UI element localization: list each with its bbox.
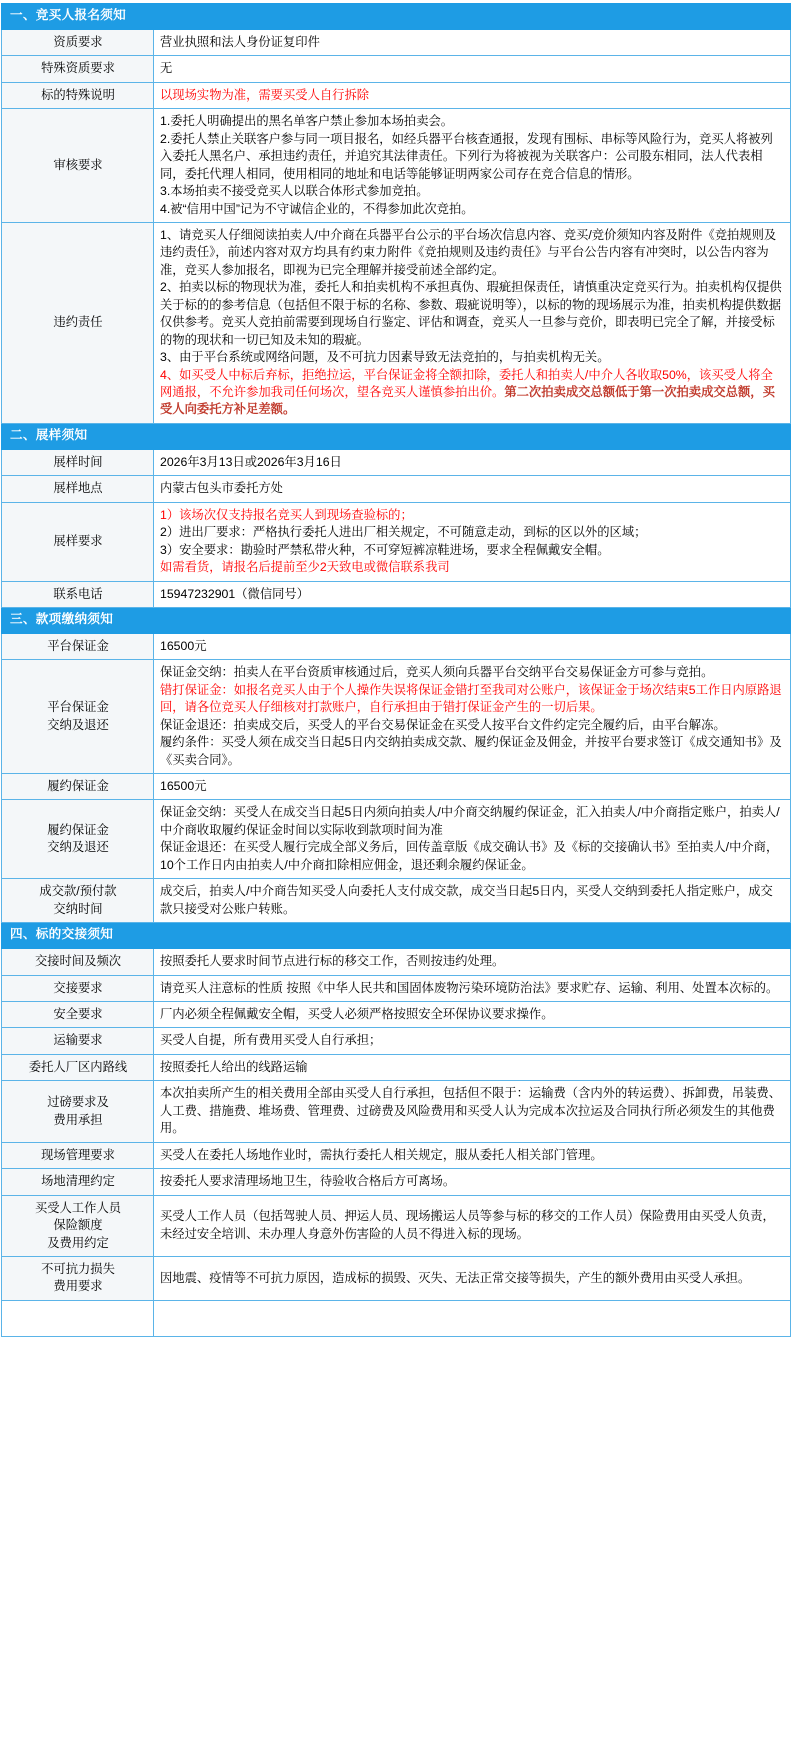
row-label-line: 不可抗力损失 [41, 1261, 115, 1276]
row-label-line: 平台保证金 [47, 700, 109, 715]
row-label-line: 违约责任 [53, 315, 103, 330]
row-label-line: 交纳及退还 [47, 840, 109, 855]
row-label-line: 过磅要求及 [47, 1095, 109, 1110]
row-value-line: 买受人自提，所有费用买受人自行承担； [160, 1033, 382, 1048]
row-value-line: 履约条件：买受人须在成交当日起5日内交纳拍卖成交款、履约保证金及佣金，并按平台要求签订《成交通知书》及《买卖合同》。 [160, 735, 782, 767]
row-value [154, 800, 791, 879]
row-value [154, 660, 791, 774]
row-label-line: 安全要求 [53, 1006, 103, 1021]
row-label-line: 交接要求 [53, 980, 103, 995]
row-label [2, 949, 154, 975]
row-label [2, 82, 154, 108]
row-label [2, 774, 154, 800]
table-row [2, 56, 791, 82]
section-heading-row [2, 607, 791, 633]
row-value-line: 按照委托人给出的线路运输 [160, 1059, 308, 1074]
row-label [2, 56, 154, 82]
row-value [154, 1195, 791, 1256]
row-value-line: 3）安全要求：勘验时严禁私带火种，不可穿短裤凉鞋进场，要求全程佩戴安全帽。 [160, 542, 610, 557]
table-row [2, 1195, 791, 1256]
table-row [2, 29, 791, 55]
row-value-line: 1）该场次仅支持报名竞买人到现场查验标的； [160, 507, 413, 522]
row-label-line: 交纳及退还 [47, 717, 109, 732]
row-label-line: 现场管理要求 [41, 1147, 115, 1162]
row-value-line: 以现场实物为准，需要买受人自行拆除 [160, 87, 370, 102]
row-value-line: 按照委托人要求时间节点进行标的移交工作，否则按违约处理。 [160, 954, 505, 969]
row-value [154, 633, 791, 659]
row-label [2, 1028, 154, 1054]
row-value-line: 15947232901（微信同号） [160, 586, 310, 601]
row-label [2, 633, 154, 659]
row-label-line: 履约保证金 [47, 779, 109, 794]
row-value [154, 581, 791, 607]
row-label-line: 成交款/预付款 [39, 884, 117, 899]
row-label [2, 1169, 154, 1195]
row-label-line: 费用要求 [53, 1279, 103, 1294]
table-row [2, 1054, 791, 1080]
table-row [2, 1081, 791, 1142]
row-label [2, 1256, 154, 1300]
row-value-line: 保证金退还：拍卖成交后，买受人的平台交易保证金在买受人按平台文件约定完全履约后，由平台解冻。 [160, 717, 726, 732]
row-label-line: 交纳时间 [53, 901, 103, 916]
row-value [154, 56, 791, 82]
row-value-line: 3、由于平台系统或网络问题，及不可抗力因素导致无法竞拍的，与拍卖机构无关。 [160, 350, 610, 365]
row-value-line: 买受人工作人员（包括驾驶人员、押运人员、现场搬运人员等参与标的移交的工作人员）保险费用由买受人负责，未经过安全培训、未办理人身意外伤害险的人员不得进入标的现场。 [160, 1209, 775, 1241]
table-row [2, 949, 791, 975]
row-value [154, 82, 791, 108]
row-value [154, 1169, 791, 1195]
trailing-label-cell [2, 1300, 154, 1336]
row-value-line: 保证金交纳：买受人在成交当日起5日内须向拍卖人/中介商交纳履约保证金，汇入拍卖人/中介商指定账户，拍卖人/中介商收取履约保证金时间以实际收到款项时间为准 [160, 805, 780, 837]
table-row [2, 502, 791, 581]
row-label [2, 1142, 154, 1168]
row-label [2, 1001, 154, 1027]
row-value [154, 949, 791, 975]
row-value [154, 1028, 791, 1054]
row-value-line: 1.委托人明确提出的黑名单客户禁止参加本场拍卖会。 [160, 114, 454, 129]
row-label-line: 保险额度 [53, 1218, 103, 1233]
row-value [154, 1256, 791, 1300]
row-value-line: 因地震、疫情等不可抗力原因，造成标的损毁、灭失、无法正常交接等损失，产生的额外费用由买受人承担。 [160, 1270, 751, 1285]
row-value-line: 错打保证金：如报名竞买人由于个人操作失误将保证金错打至我司对公账户，该保证金于场次结束5工作日内原路退回，请各位竞买人仔细核对打款账户，自行承担由于错打保证金产生的一切后果。 [160, 682, 782, 715]
row-value [154, 1001, 791, 1027]
row-value [154, 975, 791, 1001]
row-label-line: 交接时间及频次 [34, 954, 122, 969]
row-label [2, 1195, 154, 1256]
table-row [2, 109, 791, 223]
row-value [154, 774, 791, 800]
row-label [2, 29, 154, 55]
table-row [2, 774, 791, 800]
row-label-line: 及费用约定 [47, 1235, 109, 1250]
row-value [154, 29, 791, 55]
row-value [154, 222, 791, 423]
table-row [2, 581, 791, 607]
table-row [2, 449, 791, 475]
table-row [2, 800, 791, 879]
section-heading-row [2, 923, 791, 949]
row-value-line: 2）进出厂要求：严格执行委托人进出厂相关规定，不可随意走动，到标的区以外的区域； [160, 525, 647, 540]
row-value-line: 4.被“信用中国”记为不守诚信企业的，不得参加此次竞拍。 [160, 201, 474, 216]
row-value [154, 879, 791, 923]
row-value [154, 109, 791, 223]
row-label [2, 581, 154, 607]
row-value [154, 502, 791, 581]
row-value-line: 保证金交纳：拍卖人在平台资质审核通过后，竞买人须向兵器平台交纳平台交易保证金方可参与竞拍。 [160, 665, 714, 680]
table-row [2, 476, 791, 502]
row-value-line: 保证金退还：在买受人履行完成全部义务后，回传盖章版《成交确认书》及《标的交接确认书》至拍卖人/中介商，10个工作日内由拍卖人/中介商扣除相应佣金，退还剩余履约保证金。 [160, 840, 779, 872]
row-value-line: 3.本场拍卖不接受竞买人以联合体形式参加竞拍。 [160, 184, 429, 199]
row-value-line: 无 [160, 61, 173, 76]
row-value-line: 买受人在委托人场地作业时，需执行委托人相关规定，服从委托人相关部门管理。 [160, 1147, 603, 1162]
row-label-line: 联系电话 [53, 586, 103, 601]
row-label-line: 资质要求 [53, 34, 103, 49]
row-value-line: 内蒙古包头市委托方处 [160, 481, 283, 496]
row-label-line: 场地清理约定 [41, 1174, 115, 1189]
row-label [2, 476, 154, 502]
row-label [2, 449, 154, 475]
row-value-emphasis: 第二次拍卖成交总额低于第一次拍卖成交总额，买受人向委托方补足差额。 [160, 385, 775, 417]
row-label-line: 展样要求 [53, 533, 103, 548]
row-label-line: 平台保证金 [47, 638, 109, 653]
row-label-line: 费用承担 [53, 1112, 103, 1127]
row-label-line: 委托人厂区内路线 [28, 1059, 128, 1074]
section-heading-row [2, 4, 791, 30]
row-label-line: 运输要求 [53, 1033, 103, 1048]
table-trailing-row [2, 1300, 791, 1336]
row-label [2, 1054, 154, 1080]
row-value [154, 1081, 791, 1142]
row-label [2, 879, 154, 923]
notice-table [1, 3, 791, 1337]
trailing-value-cell [154, 1300, 791, 1336]
row-label-line: 展样地点 [53, 481, 103, 496]
row-label [2, 660, 154, 774]
table-row [2, 633, 791, 659]
row-value-line: 2.委托人禁止关联客户参与同一项目报名，如经兵器平台核查通报，发现有围标、串标等风险行为，竞买人将被列入委托人黑名户、承担违约责任，并追究其法律责任。下列行为将被视为关联客户：公司股东相同，法人代表相同，委托代理人相同，使用相同的地址和电话等能够证明两家公司存在竞合信息的情形。 [160, 131, 773, 181]
row-value-line: 16500元 [160, 638, 207, 653]
table-row [2, 1169, 791, 1195]
section-heading: 三、款项缴纳须知 [2, 607, 791, 633]
row-label [2, 502, 154, 581]
table-row [2, 1142, 791, 1168]
row-label-line: 审核要求 [53, 157, 103, 172]
row-value [154, 1054, 791, 1080]
row-label-line: 履约保证金 [47, 822, 109, 837]
row-value-line: 1、请竞买人仔细阅读拍卖人/中介商在兵器平台公示的平台场次信息内容、竞买/竞价须知内容及附件《竞拍规则及违约责任》，前述内容对双方均具有约束力附件《竞拍规则及违约责任》与平台公告内容有冲突时，以公告内容为准，竞买人参加报名，即视为已完全理解并接受前述全部约定。 [160, 227, 777, 277]
table-row [2, 975, 791, 1001]
row-value-line: 2026年3月13日或2026年3月16日 [160, 454, 342, 469]
row-value-emphasis: 4、如买受人中标后弃标，拒绝拉运，平台保证金将全额扣除，委托人和拍卖人/中介人各收取50%，该买受人将全网通报，不允许参加我司任何场次，望各竞买人谨慎参拍出价。 [160, 367, 773, 400]
row-value-line: 本次拍卖所产生的相关费用全部由买受人自行承担，包括但不限于：运输费（含内外的转运费）、拆卸费，吊装费、人工费、措施费、堆场费、管理费、过磅费及风险费用和买受人认为完成本次拉运及合同执行所必须发生的其他费用。 [160, 1086, 781, 1136]
row-value-line: 成交后，拍卖人/中介商告知买受人向委托人支付成交款，成交当日起5日内，买受人交纳到委托人指定账户，成交款只接受对公账户转账。 [160, 884, 773, 916]
row-value-line: 如需看货，请报名后提前至少2天致电或微信联系我司 [160, 560, 450, 575]
row-value-paragraph [160, 367, 785, 419]
row-value-line: 营业执照和法人身份证复印件 [160, 34, 320, 49]
table-row [2, 1256, 791, 1300]
section-heading: 一、竞买人报名须知 [2, 4, 791, 30]
row-value [154, 449, 791, 475]
table-row [2, 222, 791, 423]
table-row [2, 879, 791, 923]
section-heading-row [2, 423, 791, 449]
row-label-line: 标的特殊说明 [41, 87, 115, 102]
table-row [2, 1028, 791, 1054]
row-label [2, 222, 154, 423]
row-label-line: 展样时间 [53, 454, 103, 469]
row-value-line: 厂内必须全程佩戴安全帽，买受人必须严格按照安全环保协议要求操作。 [160, 1006, 554, 1021]
row-value [154, 1142, 791, 1168]
row-label [2, 1081, 154, 1142]
table-row [2, 82, 791, 108]
row-label [2, 800, 154, 879]
row-value-line: 按委托人要求清理场地卫生，待验收合格后方可离场。 [160, 1174, 456, 1189]
table-row [2, 1001, 791, 1027]
row-value [154, 476, 791, 502]
row-value-line: 16500元 [160, 779, 207, 794]
row-label-line: 买受人工作人员 [34, 1200, 122, 1215]
row-label-line: 特殊资质要求 [41, 61, 115, 76]
section-heading: 四、标的交接须知 [2, 923, 791, 949]
row-value-line: 请竞买人注意标的性质 按照《中华人民共和国固体废物污染环境防治法》要求贮存、运输、利用、处置本次标的。 [160, 980, 779, 995]
row-value-line: 2、拍卖以标的物现状为准，委托人和拍卖机构不承担真伪、瑕疵担保责任，请慎重决定竞买行为。拍卖机构仅提供关于标的的参考信息（包括但不限于标的名称、参数、瑕疵说明等），以标的物的现场展示为准，拍卖机构提供数据仅供参考。竞买人竞拍前需要到现场自行鉴定、评估和调查，竞买人一旦参与竞价，即表明已完全了解，并接受标的物的现状和一切已知及未知的瑕疵。 [160, 280, 782, 347]
row-label [2, 109, 154, 223]
section-heading: 二、展样须知 [2, 423, 791, 449]
row-label [2, 975, 154, 1001]
table-row [2, 660, 791, 774]
